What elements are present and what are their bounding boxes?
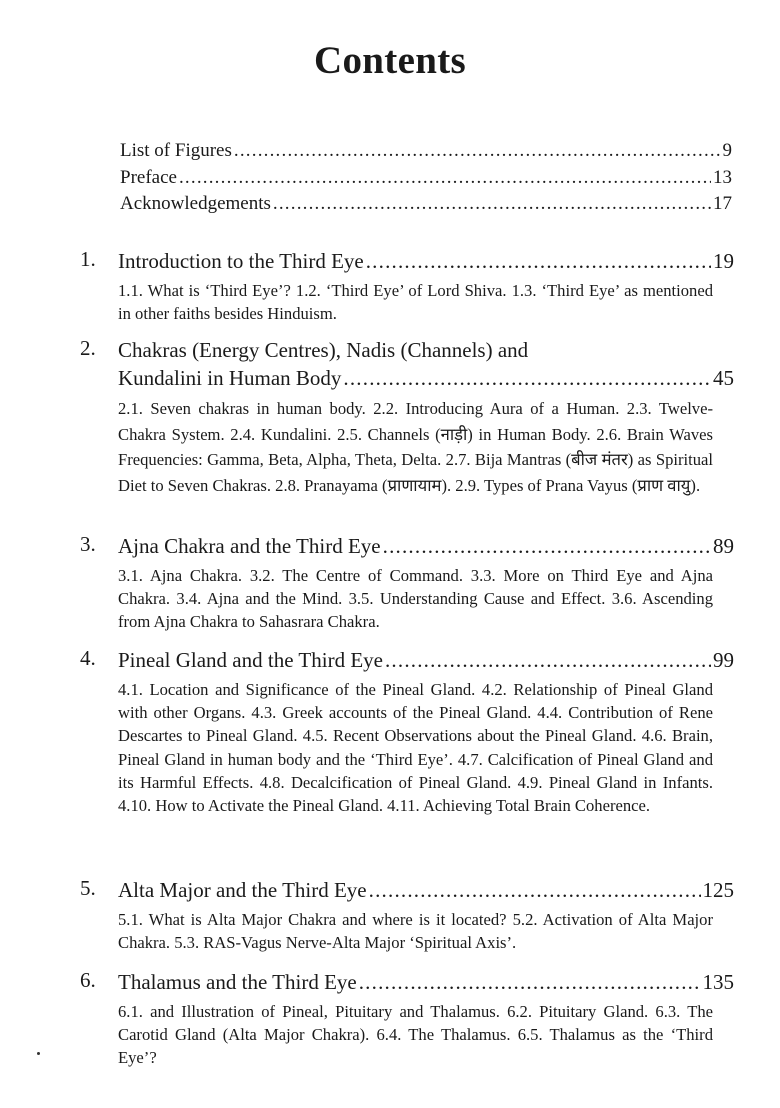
chapter-page: 125	[702, 878, 734, 902]
entry-label: Preface	[120, 166, 177, 188]
chapter-description: 4.1. Location and Significance of the Pineal Gland. 4.2. Relationship of Pineal Gland with other Organs. 4.3. Greek accounts of the Pineal Gland. 4.4. Contribution of Rene Descartes to Pineal Gland. 4.5. Recent Observations about the Pineal Gland. 4.6. Brain, Pineal Gland in human body and the ‘Third Eye’. 4.7. Calcification of Pineal Gland and its Harmful Effects. 4.8. Decalcification of Pineal Gland. 4.9. Pineal Gland in Infants. 4.10. How to Activate the Pineal Gland. 4.11. Achieving Total Brain Coherence.	[118, 680, 713, 816]
entry-page: 17	[713, 193, 732, 214]
chapter-page: 99	[713, 648, 734, 672]
chapter-number: 6.	[80, 968, 96, 992]
chapter-description: 1.1. What is ‘Third Eye’? 1.2. ‘Third Eye’ of Lord Shiva. 1.3. ‘Third Eye’ as mentioned in other faiths besides Hinduism.	[118, 281, 713, 324]
chapter-title: Alta Major and the Third Eye	[118, 878, 367, 902]
page-title: Contents	[314, 39, 466, 82]
toc-entry-acknowledgements[interactable]	[120, 193, 732, 220]
chapter-title-row[interactable]	[118, 532, 734, 560]
chapter-4	[80, 646, 734, 817]
entry-page: 13	[713, 166, 732, 188]
toc-entry-list-of-figures[interactable]	[120, 140, 732, 167]
chapter-1	[80, 247, 734, 325]
chapter-title-row[interactable]	[118, 364, 734, 392]
chapter-title: Chakras (Energy Centres), Nadis (Channels) and	[118, 338, 529, 362]
chapter-number: 1.	[80, 247, 96, 271]
chapter-title: Thalamus and the Third Eye	[118, 970, 357, 994]
dot-leader	[366, 247, 711, 275]
dot-leader	[179, 167, 711, 189]
chapter-title-row[interactable]	[118, 876, 734, 904]
dot-leader	[369, 876, 701, 904]
chapter-6	[80, 968, 734, 1070]
chapter-2	[80, 336, 734, 498]
chapter-page: 89	[713, 534, 734, 558]
chapter-title: Pineal Gland and the Third Eye	[118, 648, 383, 672]
dot-leader	[385, 646, 711, 674]
chapter-number: 5.	[80, 876, 96, 900]
chapter-title-line-2: Kundalini in Human Body	[118, 366, 342, 390]
chapter-description: 6.1. and Illustration of Pineal, Pituitary and Thalamus. 6.2. Pituitary Gland. 6.3. The Carotid Gland (Alta Major Chakra). 6.4. The Thalamus. 6.5. Thalamus as the ‘Third Eye’?	[118, 1002, 713, 1068]
chapter-description: 2.1. Seven chakras in human body. 2.2. Introducing Aura of a Human. 2.3. Twelve-Chakra System. 2.4. Kundalini. 2.5. Channels (नाड़ी) in Human Body. 2.6. Brain Waves Frequencies: Gamma, Beta, Alpha, Theta, Delta. 2.7. Bija Mantras (बीज मंतर) as Spiritual Diet to Seven Chakras. 2.8. Pranayama (प्राणायाम). 2.9. Types of Prana Vayus (प्राण वायु).	[118, 399, 713, 495]
entry-label: List of Figures	[120, 140, 232, 161]
chapter-number: 3.	[80, 532, 96, 556]
chapter-title-row[interactable]	[118, 646, 734, 674]
chapter-description: 3.1. Ajna Chakra. 3.2. The Centre of Command. 3.3. More on Third Eye and Ajna Chakra. 3.4. Ajna and the Mind. 3.5. Understanding Cause and Effect. 3.6. Ascending from Ajna Chakra to Sahasrara Chakra.	[118, 566, 713, 632]
dot-leader	[359, 968, 701, 996]
front-matter	[120, 140, 732, 220]
dot-leader	[273, 193, 711, 215]
chapter-number: 4.	[80, 646, 96, 670]
chapter-number: 2.	[80, 336, 96, 360]
stray-mark	[37, 1052, 40, 1055]
chapter-title: Ajna Chakra and the Third Eye	[118, 534, 381, 558]
chapter-title-row[interactable]	[118, 247, 734, 275]
toc-entry-preface[interactable]	[120, 167, 732, 194]
chapter-title: Introduction to the Third Eye	[118, 249, 364, 273]
chapter-title-row[interactable]	[118, 968, 734, 996]
chapter-page: 135	[702, 970, 734, 994]
chapter-page: 19	[713, 249, 734, 273]
dot-leader	[234, 140, 721, 162]
entry-page: 9	[722, 140, 732, 161]
chapter-3	[80, 532, 734, 634]
chapter-page: 45	[713, 366, 734, 390]
dot-leader	[383, 532, 711, 560]
dot-leader	[343, 364, 711, 392]
entry-label: Acknowledgements	[120, 193, 271, 214]
chapter-description: 5.1. What is Alta Major Chakra and where is it located? 5.2. Activation of Alta Major Chakra. 5.3. RAS-Vagus Nerve-Alta Major ‘Spiritual Axis’.	[118, 910, 713, 953]
chapter-5	[80, 876, 734, 954]
